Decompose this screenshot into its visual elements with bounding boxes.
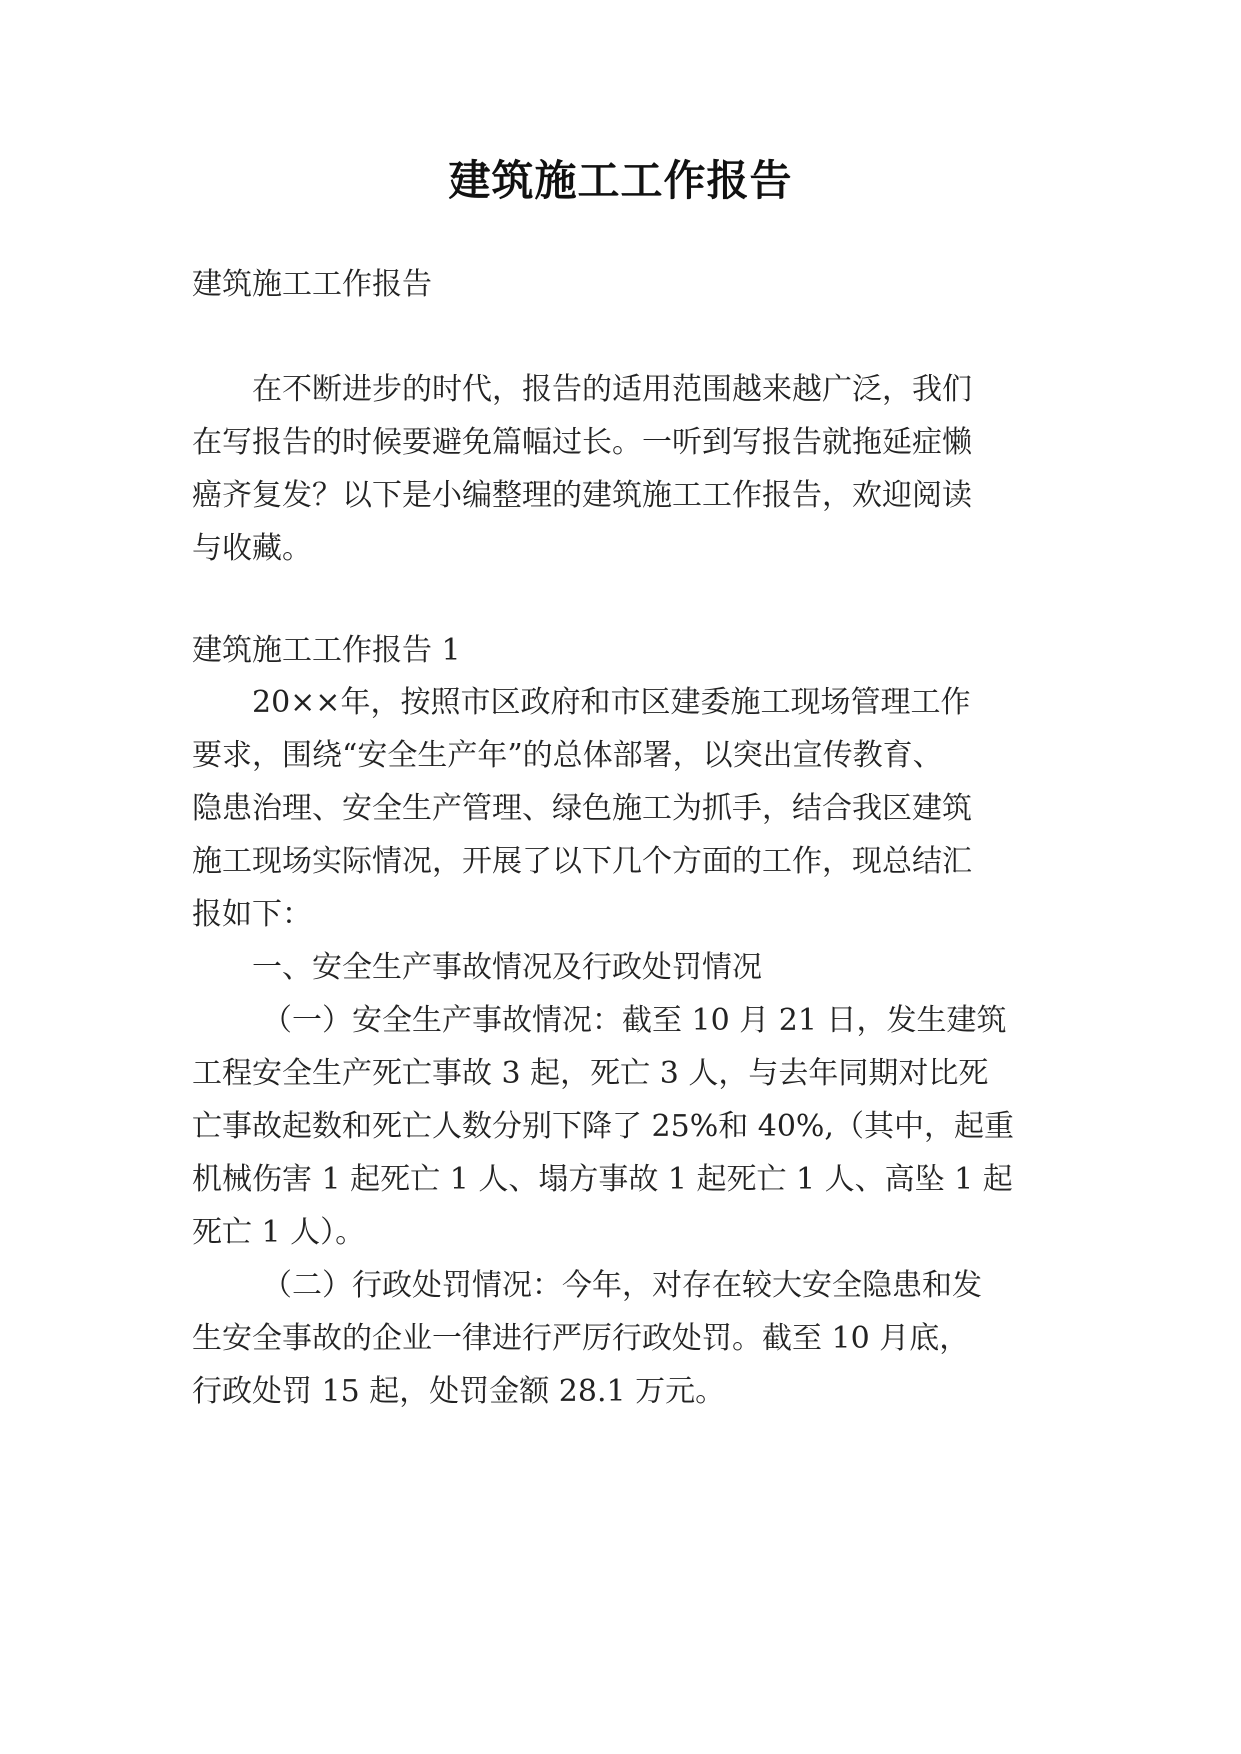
- intro-line-4: 与收藏。: [192, 531, 312, 566]
- intro-line-1: 在不断进步的时代，报告的适用范围越来越广泛，我们: [252, 372, 972, 407]
- section-line-5: 报如下：: [192, 897, 312, 932]
- document-title: 建筑施工工作报告: [448, 156, 793, 205]
- para-1-line-3: 亡事故起数和死亡人数分别下降了 25%和 40%,（其中，起重: [192, 1109, 1014, 1144]
- para-2-line-3: 行政处罚 15 起，处罚金额 28.1 万元。: [192, 1374, 726, 1409]
- para-1-line-2: 工程安全生产死亡事故 3 起，死亡 3 人，与去年同期对比死: [192, 1056, 989, 1091]
- section-title: 建筑施工工作报告 1: [192, 633, 461, 668]
- para-1-line-4: 机械伤害 1 起死亡 1 人、塌方事故 1 起死亡 1 人、高坠 1 起: [192, 1162, 1013, 1197]
- para-1-line-1: （一）安全生产事故情况：截至 10 月 21 日，发生建筑: [262, 1003, 1007, 1038]
- document-subtitle: 建筑施工工作报告: [192, 267, 432, 302]
- para-2-line-2: 生安全事故的企业一律进行严厉行政处罚。截至 10 月底，: [192, 1321, 970, 1356]
- intro-line-2: 在写报告的时候要避免篇幅过长。一听到写报告就拖延症懒: [192, 425, 972, 460]
- para-2-line-1: （二）行政处罚情况：今年，对存在较大安全隐患和发: [262, 1268, 982, 1303]
- intro-line-3: 癌齐复发？以下是小编整理的建筑施工工作报告，欢迎阅读: [192, 478, 972, 513]
- section-line-1: 20××年，按照市区政府和市区建委施工现场管理工作: [252, 685, 971, 720]
- section-line-4: 施工现场实际情况，开展了以下几个方面的工作，现总结汇: [192, 844, 972, 879]
- para-1-line-5: 死亡 1 人）。: [192, 1215, 366, 1250]
- section-line-3: 隐患治理、安全生产管理、绿色施工为抓手，结合我区建筑: [192, 791, 972, 826]
- heading-1: 一、安全生产事故情况及行政处罚情况: [252, 950, 762, 985]
- section-line-2: 要求，围绕“安全生产年”的总体部署，以突出宣传教育、: [192, 738, 943, 773]
